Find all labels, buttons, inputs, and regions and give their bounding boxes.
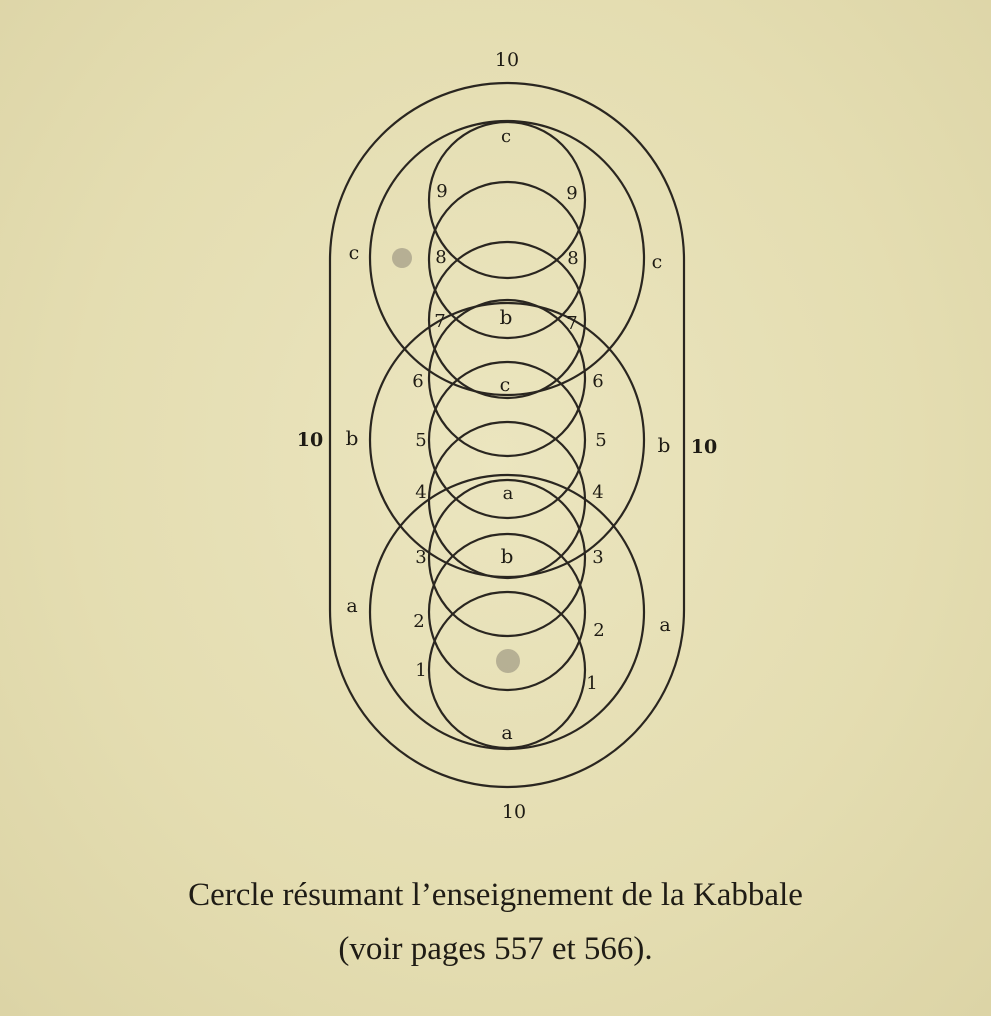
ink-blot-lower [496, 649, 520, 673]
label-a-right: a [659, 614, 671, 636]
number-2-right: 2 [593, 620, 605, 641]
ink-blot-upper [392, 248, 412, 268]
inner-letter-b-upper: b [499, 305, 513, 329]
inner-letter-b-lower: b [500, 544, 514, 568]
number-2-left: 2 [413, 611, 425, 632]
figure-caption [0, 868, 991, 976]
number-4-right: 4 [592, 482, 604, 503]
label-a-left: a [346, 595, 358, 617]
number-9-right: 9 [566, 183, 578, 204]
outer-stadium [330, 83, 684, 787]
number-7-right: 7 [566, 313, 578, 334]
number-9-left: 9 [436, 181, 448, 202]
number-5-right: 5 [595, 430, 607, 451]
inner-letter-c-top: c [500, 126, 512, 147]
label-c-right: c [651, 251, 663, 273]
number-3-left: 3 [415, 547, 427, 568]
large-circle-lower [370, 475, 644, 749]
label-10-bottom: 10 [501, 801, 527, 823]
number-8-left: 8 [435, 247, 447, 268]
number-1-left: 1 [415, 660, 427, 681]
label-c-left: c [348, 242, 360, 264]
label-10-left: 10 [296, 429, 324, 451]
label-b-right: b [657, 433, 671, 457]
inner-letter-a-mid: a [502, 483, 514, 504]
caption-line-1: Cercle résumant l’enseignement de la Kabbale [188, 877, 803, 913]
label-b-left: b [345, 426, 359, 450]
inner-letter-c-mid: c [499, 374, 511, 396]
number-6-right: 6 [592, 371, 604, 392]
number-5-left: 5 [415, 430, 427, 451]
number-4-left: 4 [415, 482, 427, 503]
label-10-right: 10 [690, 436, 718, 458]
caption-line-2: (voir pages 557 et 566). [338, 931, 653, 967]
number-7-left: 7 [434, 311, 446, 332]
inner-letter-a-bottom: a [501, 722, 513, 744]
number-3-right: 3 [592, 547, 604, 568]
number-1-right: 1 [586, 673, 598, 694]
number-6-left: 6 [412, 371, 424, 392]
number-8-right: 8 [567, 248, 579, 269]
label-10-top: 10 [494, 49, 520, 71]
